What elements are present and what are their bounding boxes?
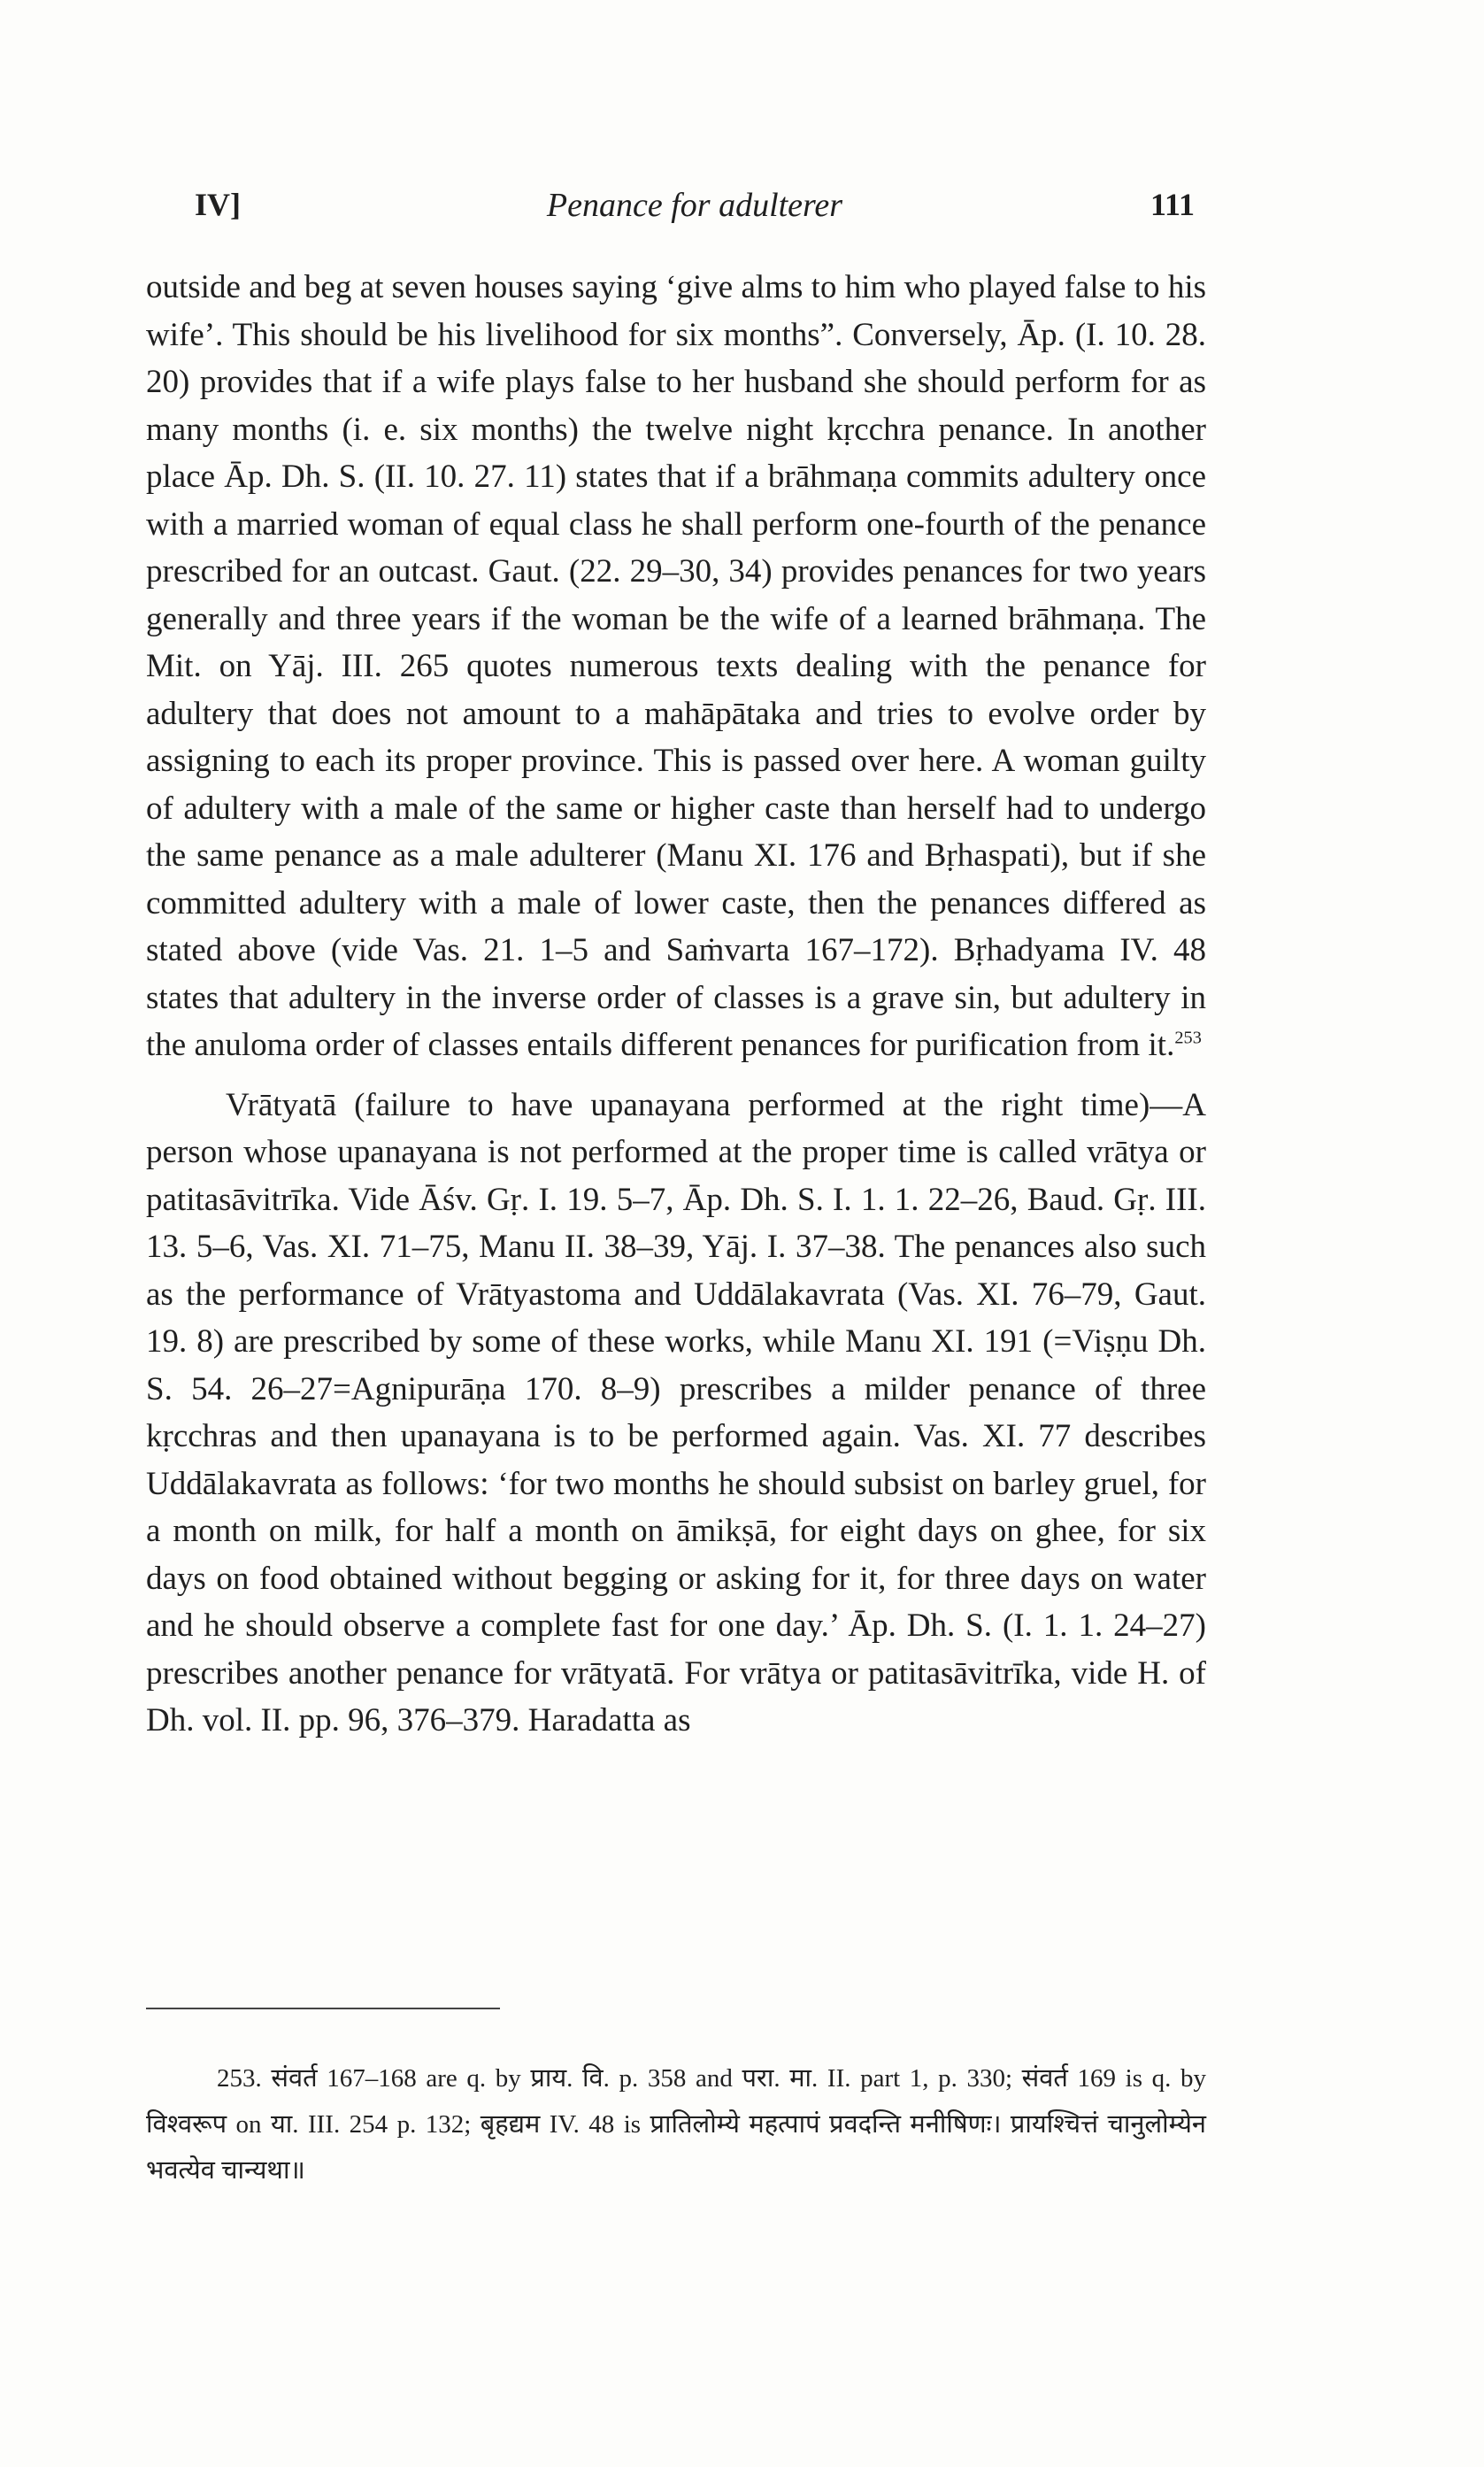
running-title: Penance for adulterer xyxy=(546,187,843,224)
footnote-block xyxy=(146,2055,1206,2193)
main-text xyxy=(146,264,1206,1745)
page-number: 111 xyxy=(1150,187,1195,222)
chapter-marker: IV] xyxy=(195,187,241,222)
footnote-253: 253. संवर्त 167–168 are q. by प्राय. वि. p. 358 and परा. मा. II. part 1, p. 330; संवर्त 169 is q. by विश्वरूप on या. III. 254 p. 132; बृहद्यम IV. 48 is प्रातिलोम्ये महत्पापं प्रवदन्ति मनीषिणः। प्रायश्चित्तं चानुलोम्येन भवत्येव चान्यथा॥ xyxy=(146,2064,1206,2185)
footnote-rule xyxy=(146,2008,500,2009)
paragraph-adultery xyxy=(146,264,1206,1069)
running-header xyxy=(186,177,1203,230)
footnote-reference: 253 xyxy=(1174,1028,1202,1048)
paragraph-adultery-text: outside and beg at seven houses saying ‘give alms to him who played false to his wife’. This should be his livelihood for six months”. Conversely, Āp. (I. 10. 28. 20) provides that if a wife plays false to her husband she should perform for as many months (i. e. six months) the twelve night kṛcchra penance. In another place Āp. Dh. S. (II. 10. 27. 11) states that if a brāhmaṇa commits adultery once with a married woman of equal class he shall perform one-fourth of the penance prescribed for an outcast. Gaut. (22. 29–30, 34) provides penances for two years generally and three years if the woman be the wife of a learned brāhmaṇa. The Mit. on Yāj. III. 265 quotes numerous texts dealing with the penance for adultery that does not amount to a mahāpātaka and tries to evolve order by assigning to each its proper province. This is passed over here. A woman guilty of adultery with a male of the same or higher caste than herself had to undergo the same penance as a male adulterer (Manu XI. 176 and Bṛhaspati), but if she committed adultery with a male of lower caste, then the penances differed as stated above (vide Vas. 21. 1–5 and Saṁvarta 167–172). Bṛhadyama IV. 48 states that adultery in the inverse order of classes is a grave sin, but adultery in the anuloma order of classes entails different penances for purification from it. xyxy=(146,269,1206,1063)
paragraph-vratyata: Vrātyatā (failure to have upanayana performed at the right time)—A person whose upanayana is not performed at the proper time is called vrātya or patitasāvitrīka. Vide Āśv. Gṛ. I. 19. 5–7, Āp. Dh. S. I. 1. 1. 22–26, Baud. Gṛ. III. 13. 5–6, Vas. XI. 71–75, Manu II. 38–39, Yāj. I. 37–38. The penances also such as the performance of Vrātyastoma and Uddālakavrata (Vas. XI. 76–79, Gaut. 19. 8) are prescribed by some of these works, while Manu XI. 191 (=Viṣṇu Dh. S. 54. 26–27=Agnipurāṇa 170. 8–9) prescribes a milder penance of three kṛcchras and then upanayana is to be performed again. Vas. XI. 77 describes Uddālakavrata as follows: ‘for two months he should subsist on barley gruel, for a month on milk, for half a month on āmikṣā, for eight days on ghee, for six days on food obtained without begging or asking for it, for three days on water and he should observe a complete fast for one day.’ Āp. Dh. S. (I. 1. 1. 24–27) prescribes another penance for vrātyatā. For vrātya or patitasāvitrīka, vide H. of Dh. vol. II. pp. 96, 376–379. Haradatta as xyxy=(146,1086,1206,1738)
